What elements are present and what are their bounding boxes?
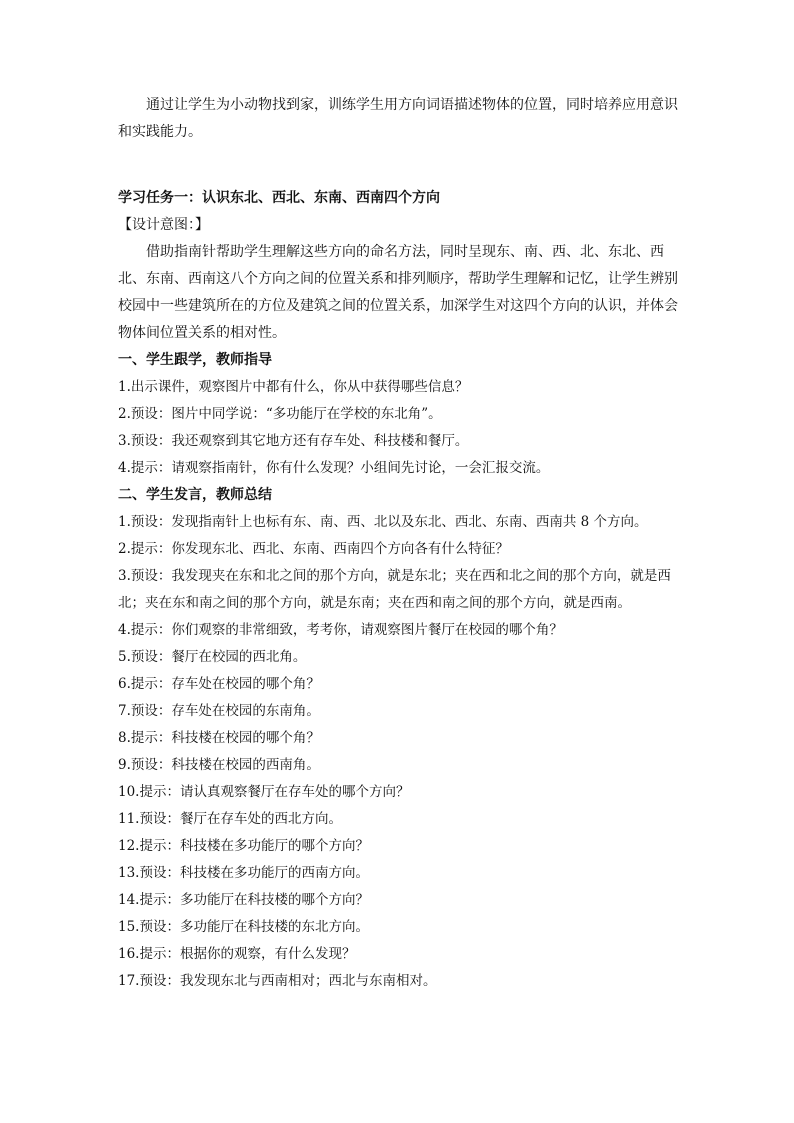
section-title-1: 一、学生跟学，教师指导	[118, 352, 272, 368]
list-item: 13.预设：科技楼在多功能厅的西南方向。	[118, 865, 369, 881]
intro-paragraph: 通过让学生为小动物找到家，训练学生用方向词语描述物体的位置，同时培养应用意识和实践能力。	[118, 97, 678, 140]
list-item: 1.预设：发现指南针上也标有东、南、西、北以及东北、西北、东南、西南共 8 个方向。	[118, 514, 648, 530]
list-item: 11.预设：餐厅在存车处的西北方向。	[118, 811, 342, 827]
document-content	[118, 92, 678, 995]
design-intent-label: 【设计意图：】	[118, 217, 209, 233]
list-item: 16.提示：根据你的观察，有什么发现？	[118, 946, 356, 962]
task-title: 学习任务一：认识东北、西北、东南、西南四个方向	[118, 190, 440, 206]
list-item: 17.预设：我发现东北与西南相对；西北与东南相对。	[118, 973, 437, 989]
list-item: 8.提示：科技楼在校园的哪个角？	[118, 730, 320, 746]
list-item: 3.预设：我还观察到其它地方还有存车处、科技楼和餐厅。	[118, 433, 469, 449]
list-item: 1.出示课件，观察图片中都有什么，你从中获得哪些信息？	[118, 379, 469, 395]
list-item: 9.预设：科技楼在校园的西南角。	[118, 757, 320, 773]
list-item: 3.预设：我发现夹在东和北之间的那个方向，就是东北；夹在西和北之间的那个方向，就是西北；夹在东和南之间的那个方向，就是东南；夹在西和南之间的那个方向，就是西南。	[118, 568, 671, 611]
list-item: 10.提示：请认真观察餐厅在存车处的哪个方向？	[118, 784, 410, 800]
list-item: 2.提示：你发现东北、西北、东南、西南四个方向各有什么特征？	[118, 541, 509, 557]
list-item: 14.提示：多功能厅在科技楼的哪个方向？	[118, 892, 369, 908]
list-item: 4.提示：请观察指南针，你有什么发现？小组间先讨论，一会汇报交流。	[118, 460, 550, 476]
list-item: 5.预设：餐厅在校园的西北角。	[118, 649, 307, 665]
list-item: 15.预设：多功能厅在科技楼的东北方向。	[118, 919, 369, 935]
list-item: 6.提示：存车处在校园的哪个角？	[118, 676, 320, 692]
list-item: 4.提示：你们观察的非常细致，考考你，请观察图片餐厅在校园的哪个角？	[118, 622, 563, 638]
list-item: 12.提示：科技楼在多功能厅的哪个方向？	[118, 838, 369, 854]
list-item: 2.预设：图片中同学说：“多功能厅在学校的东北角”。	[118, 406, 442, 422]
section-title-2: 二、学生发言，教师总结	[118, 487, 272, 503]
design-intent-text: 借助指南针帮助学生理解这些方向的命名方法，同时呈现东、南、西、北、东北、西北、东南、西南这八个方向之间的位置关系和排列顺序，帮助学生理解和记忆，让学生辨别校园中一些建筑所在的方位及建筑之间的位置关系，加深学生对这四个方向的认识，并体会物体间位置关系的相对性。	[118, 244, 678, 341]
list-item: 7.预设：存车处在校园的东南角。	[118, 703, 320, 719]
